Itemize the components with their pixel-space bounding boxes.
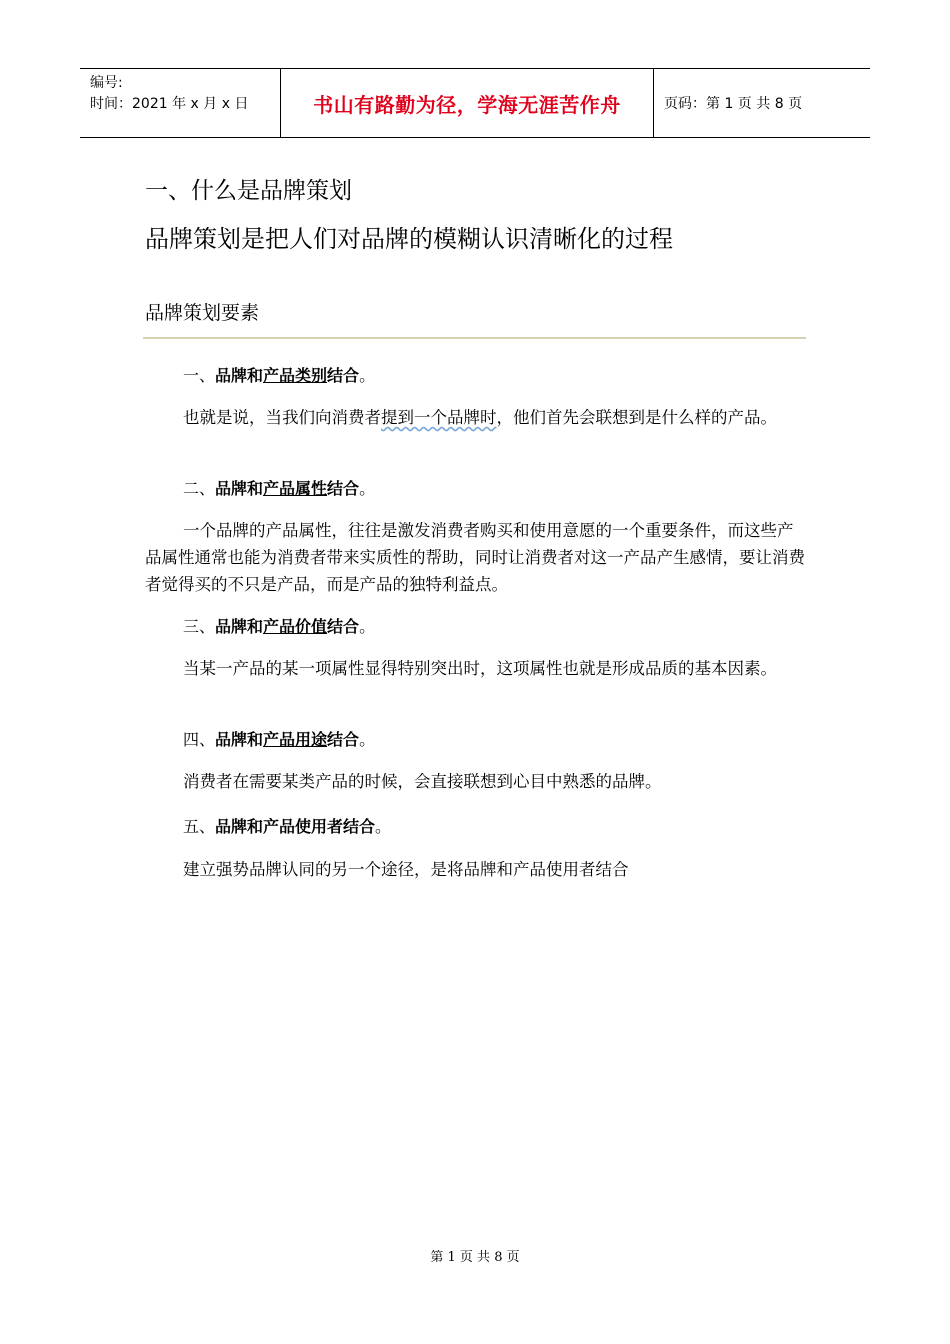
heading-suffix: 结合	[327, 479, 360, 498]
heading-number: 三、	[183, 617, 216, 636]
divider	[143, 337, 806, 339]
lead-sentence: 品牌策划是把人们对品牌的模糊认识清晰化的过程	[145, 225, 673, 253]
element-body-3: 当某一产品的某一项属性显得特别突出时，这项属性也就是形成品质的基本因素。	[183, 659, 777, 678]
header-motto	[281, 69, 654, 137]
heading-keyword: 产品属性	[263, 479, 328, 498]
heading-number: 五、	[183, 817, 216, 836]
heading-prefix: 品牌和	[215, 730, 264, 749]
body-text: ，他们首先会联想到是什么样的产品。	[496, 408, 777, 427]
motto-text: 书山有路勤为径，学海无涯苦作舟	[313, 92, 621, 117]
heading-number: 四、	[183, 730, 216, 749]
document-header	[80, 68, 870, 138]
heading-end: 。	[375, 817, 392, 836]
element-heading-1	[183, 363, 375, 386]
time-label: 时间：2021 年 x 月 x 日	[90, 96, 249, 112]
number-label: 编号:	[90, 75, 123, 91]
heading-end: 。	[359, 730, 376, 749]
heading-keyword: 产品用途	[263, 730, 328, 749]
subtitle: 品牌策划要素	[145, 302, 260, 324]
heading-number: 二、	[183, 479, 216, 498]
section-title: 一、什么是品牌策划	[145, 178, 352, 204]
element-heading-4	[183, 727, 375, 750]
heading-keyword: 产品价值	[263, 617, 328, 636]
heading-suffix: 结合	[327, 617, 360, 636]
heading-prefix: 品牌和	[215, 366, 264, 385]
heading-suffix: 结合	[327, 366, 360, 385]
heading-keyword: 产品类别	[263, 366, 328, 385]
header-page-info: 页码：第 1 页 共 8 页	[664, 96, 803, 112]
element-body-4: 消费者在需要某类产品的时候，会直接联想到心目中熟悉的品牌。	[183, 772, 662, 791]
heading-prefix: 品牌和	[215, 479, 264, 498]
body-text-marked: 提到一个品牌时	[381, 408, 497, 427]
heading-end: 。	[359, 366, 376, 385]
heading-number: 一、	[183, 366, 216, 385]
heading-end: 。	[359, 617, 376, 636]
header-meta	[80, 69, 281, 137]
element-body-1	[145, 404, 805, 431]
heading-end: 。	[359, 479, 376, 498]
element-body-2: 一个品牌的产品属性，往往是激发消费者购买和使用意愿的一个重要条件，而这些产品属性通常也能为消费者带来实质性的帮助，同时让消费者对这一产品产生感情，要让消费者觉得买的不只是产品，而是产品的独特利益点。	[145, 521, 805, 594]
element-heading-5	[183, 814, 391, 837]
body-text: 也就是说，当我们向消费者	[183, 408, 381, 427]
element-heading-3	[183, 614, 375, 637]
heading-prefix: 品牌和	[215, 617, 264, 636]
heading-suffix: 结合	[327, 730, 360, 749]
heading-prefix: 品牌和产品使用者结合	[215, 817, 376, 836]
element-heading-2	[183, 476, 375, 499]
element-body-5: 建立强势品牌认同的另一个途径，是将品牌和产品使用者结合	[183, 860, 629, 879]
page-footer: 第 1 页 共 8 页	[430, 1250, 520, 1265]
